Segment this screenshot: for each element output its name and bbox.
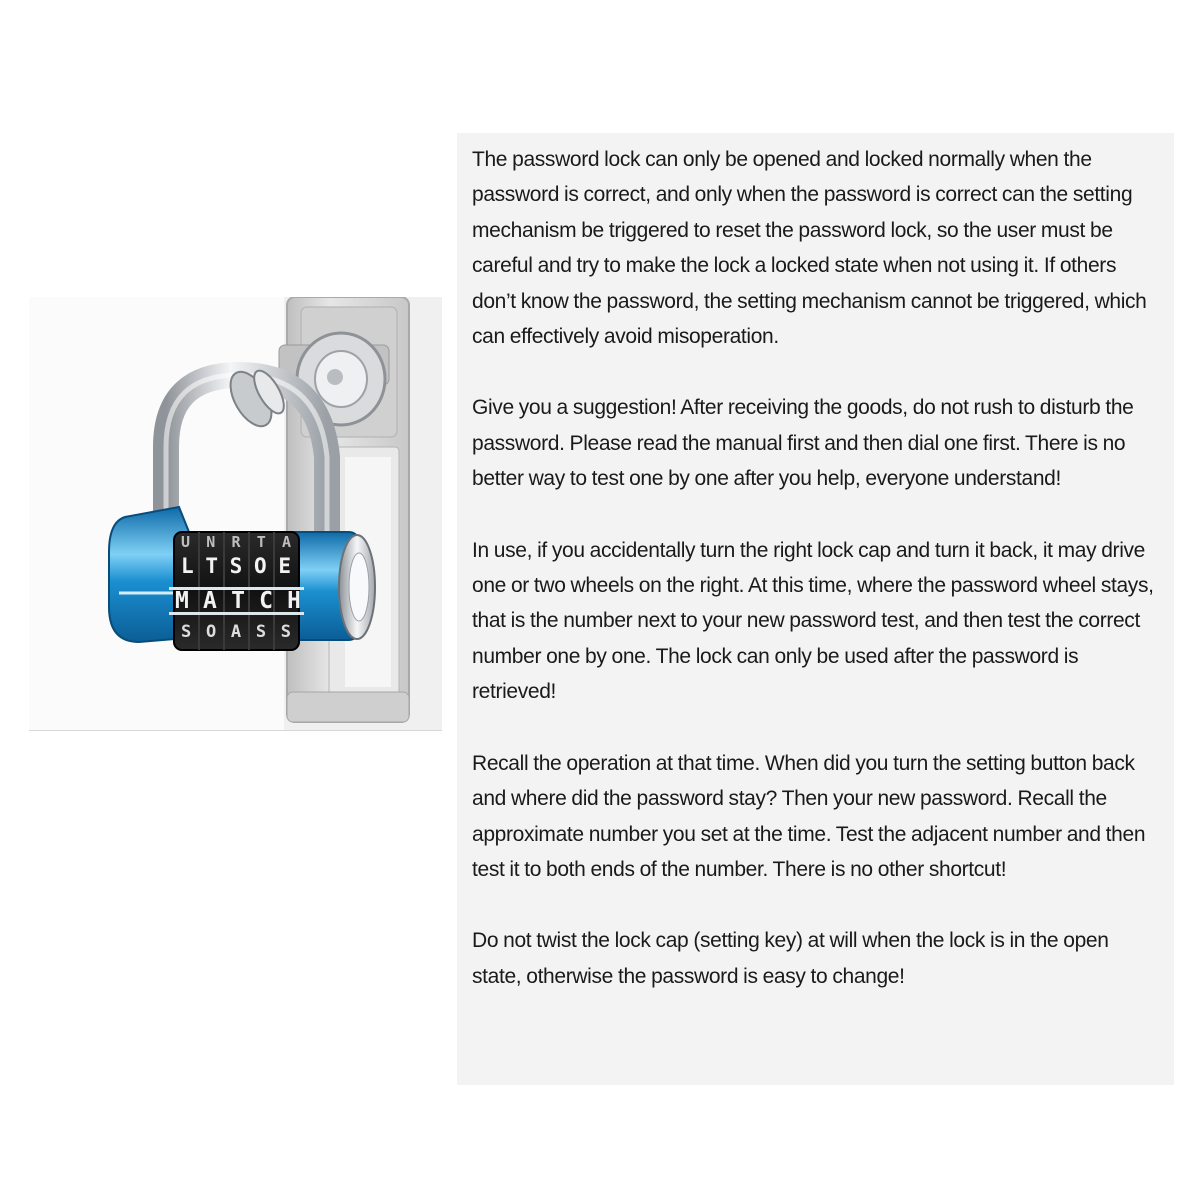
instruction-paragraph: Do not twist the lock cap (setting key) at will when the lock is in the open state, otherwise the password is easy to change! [472,929,1109,988]
padlock-photo [29,297,442,731]
hasp-bracket [287,692,409,722]
instruction-paragraph: In use, if you accidentally turn the right lock cap and turn it back, it may drive one or two wheels on the right. At this time, where the password wheel stays, that is the number next to your new password test, and then test the correct number one by one. The lock can only be used after the password is retrieved! [472,538,1154,704]
setting-cap [339,535,375,639]
combination-wheels [169,532,304,650]
wheel-row-lower: SOASS [181,622,291,642]
instruction-paragraph: Give you a suggestion! After receiving the goods, do not rush to disturb the password. Please read the manual first and then dial one first. There is no better way to test one by one after you help, everyone understand! [472,396,1134,491]
instruction-paragraph: The password lock can only be opened and locked normally when the password is correct, and only when the password is correct can the setting mechanism be triggered to reset the password lock, so the user must be careful and try to make the lock a locked state when not using it. If others don’t know the password, the setting mechanism cannot be triggered, which can effectively avoid misoperation. [472,148,1147,349]
instructions-panel [457,133,1174,1085]
wheel-row-code: MATCH [175,588,301,614]
instruction-paragraph: Recall the operation at that time. When did you turn the setting button back and where did the password stay? Then your new password. Recall the approximate number you set at the time. Test the adjacent number and then test it to both ends of the number. There is no other shortcut! [472,751,1146,881]
wheel-row-top: UNRTA [181,533,291,551]
padlock-illustration [29,297,442,730]
wheel-row-upper: LTSOE [181,554,291,578]
